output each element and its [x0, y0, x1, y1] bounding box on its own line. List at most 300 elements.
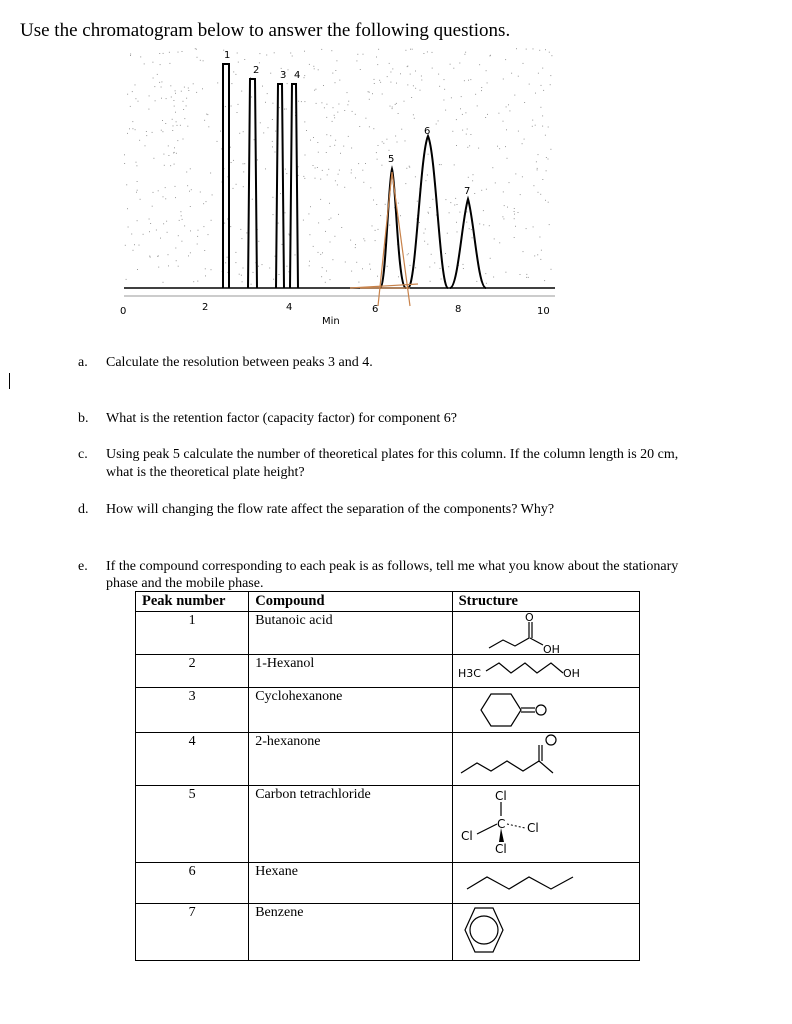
peak-3 [276, 84, 284, 288]
noise-speck [466, 211, 467, 212]
noise-speck [428, 212, 429, 213]
noise-speck [503, 191, 504, 192]
noise-speck [459, 63, 460, 64]
chromatogram-noise [124, 48, 552, 285]
noise-speck [462, 114, 463, 115]
noise-speck [163, 154, 164, 155]
noise-speck [376, 152, 377, 153]
noise-speck [273, 214, 274, 215]
noise-speck [217, 141, 218, 142]
noise-speck [272, 141, 273, 142]
1-hexanol-structure [452, 655, 639, 688]
question-text-line-1: Using peak 5 calculate the number of theoretical plates for this column. If the column length is 20 cm, [106, 447, 679, 462]
noise-speck [316, 103, 317, 104]
noise-speck [405, 50, 406, 51]
noise-speck [355, 114, 356, 115]
noise-speck [182, 219, 183, 220]
noise-speck [487, 114, 488, 115]
peak-number: 1 [136, 612, 249, 655]
noise-speck [136, 162, 137, 163]
noise-speck [236, 184, 237, 185]
noise-speck [153, 192, 154, 193]
noise-speck [135, 129, 136, 130]
noise-speck [231, 83, 232, 84]
noise-speck [357, 54, 358, 55]
noise-speck [508, 104, 509, 105]
noise-speck [309, 261, 310, 262]
noise-speck [407, 84, 408, 85]
noise-speck [337, 184, 338, 185]
noise-speck [227, 257, 228, 258]
noise-speck [460, 108, 461, 109]
noise-speck [124, 154, 125, 155]
noise-speck [174, 164, 175, 165]
noise-speck [522, 143, 523, 144]
noise-speck [262, 264, 263, 265]
noise-speck [178, 235, 179, 236]
noise-speck [359, 126, 360, 127]
noise-speck [534, 255, 535, 256]
compound-name: Benzene [249, 904, 452, 961]
noise-speck [537, 254, 538, 255]
noise-speck [145, 145, 146, 146]
noise-speck [170, 165, 171, 166]
noise-speck [427, 51, 428, 52]
noise-speck [436, 124, 437, 125]
noise-speck [365, 118, 366, 119]
noise-speck [305, 155, 306, 156]
noise-speck [374, 83, 375, 84]
noise-speck [412, 49, 413, 50]
question-text-line-1: If the compound corresponding to each peak is as follows, tell me what you know about the stationary [106, 559, 679, 574]
noise-speck [438, 120, 439, 121]
noise-speck [542, 126, 543, 127]
noise-speck [472, 237, 473, 238]
noise-speck [318, 69, 319, 70]
noise-speck [360, 69, 361, 70]
noise-speck [173, 100, 174, 101]
noise-speck [465, 52, 466, 53]
noise-speck [162, 120, 163, 121]
compound-name: Carbon tetrachloride [249, 786, 452, 863]
noise-speck [396, 103, 397, 104]
noise-speck [205, 268, 206, 269]
x-tick-0: 0 [120, 306, 127, 317]
noise-speck [352, 111, 353, 112]
noise-speck [304, 51, 305, 52]
noise-speck [514, 237, 515, 238]
noise-speck [332, 259, 333, 260]
noise-speck [434, 262, 435, 263]
noise-speck [208, 234, 209, 235]
noise-speck [452, 131, 453, 132]
noise-speck [243, 163, 244, 164]
noise-speck [538, 192, 539, 193]
noise-speck [298, 101, 299, 102]
noise-speck [486, 70, 487, 71]
noise-speck [447, 233, 448, 234]
noise-speck [445, 253, 446, 254]
atom-cl-left: Cl [460, 829, 473, 843]
noise-speck [524, 102, 525, 103]
noise-speck [313, 165, 314, 166]
noise-speck [143, 234, 144, 235]
noise-speck [341, 227, 342, 228]
noise-speck [369, 92, 370, 93]
noise-speck [444, 79, 445, 80]
noise-speck [152, 132, 153, 133]
noise-speck [269, 268, 270, 269]
noise-speck [514, 211, 515, 212]
noise-speck [171, 97, 172, 98]
noise-speck [125, 245, 126, 246]
noise-speck [358, 163, 359, 164]
noise-speck [174, 106, 175, 107]
noise-speck [329, 219, 330, 220]
noise-speck [538, 73, 539, 74]
atom-cl-top: Cl [494, 789, 507, 803]
noise-speck [355, 177, 356, 178]
noise-speck [260, 122, 261, 123]
noise-speck [241, 238, 242, 239]
noise-speck [265, 102, 266, 103]
noise-speck [495, 182, 496, 183]
noise-speck [486, 283, 487, 284]
noise-speck [317, 167, 318, 168]
peak-label-6: 6 [424, 126, 431, 137]
noise-speck [308, 213, 309, 214]
noise-speck [161, 130, 162, 131]
noise-speck [526, 274, 527, 275]
noise-speck [499, 148, 500, 149]
noise-speck [166, 98, 167, 99]
noise-speck [246, 232, 247, 233]
noise-speck [338, 214, 339, 215]
cyclohexanone-structure [452, 688, 639, 733]
noise-speck [251, 284, 252, 285]
compound-name: Cyclohexanone [249, 688, 452, 733]
noise-speck [304, 77, 305, 78]
noise-speck [404, 101, 405, 102]
noise-speck [377, 159, 378, 160]
atom-cl-bottom: Cl [494, 842, 507, 856]
noise-speck [546, 157, 547, 158]
noise-speck [549, 224, 550, 225]
noise-speck [395, 136, 396, 137]
noise-speck [272, 103, 273, 104]
noise-speck [225, 262, 226, 263]
noise-speck [511, 73, 512, 74]
noise-speck [535, 93, 536, 94]
noise-speck [139, 245, 140, 246]
noise-speck [195, 48, 196, 49]
noise-speck [411, 97, 412, 98]
noise-speck [448, 266, 449, 267]
noise-speck [378, 49, 379, 50]
noise-speck [450, 64, 451, 65]
noise-speck [375, 230, 376, 231]
noise-speck [503, 218, 504, 219]
peak-label-3: 3 [280, 70, 287, 81]
noise-speck [485, 117, 486, 118]
noise-speck [548, 202, 549, 203]
noise-speck [390, 72, 391, 73]
noise-speck [398, 113, 399, 114]
noise-speck [540, 107, 541, 108]
noise-speck [461, 96, 462, 97]
noise-speck [317, 142, 318, 143]
noise-speck [396, 83, 397, 84]
noise-speck [468, 177, 469, 178]
noise-speck [470, 79, 471, 80]
noise-speck [190, 230, 191, 231]
noise-speck [159, 53, 160, 54]
noise-speck [432, 52, 433, 53]
noise-speck [400, 215, 401, 216]
noise-speck [187, 126, 188, 127]
noise-speck [240, 229, 241, 230]
noise-speck [181, 91, 182, 92]
noise-speck [390, 106, 391, 107]
question-label: d. [78, 502, 89, 517]
noise-speck [335, 70, 336, 71]
noise-speck [520, 274, 521, 275]
noise-speck [313, 137, 314, 138]
noise-speck [138, 101, 139, 102]
noise-speck [441, 279, 442, 280]
noise-speck [378, 229, 379, 230]
noise-speck [373, 128, 374, 129]
atom-h3c: H3C [457, 667, 481, 680]
noise-speck [329, 203, 330, 204]
noise-speck [467, 129, 468, 130]
noise-speck [364, 240, 365, 241]
noise-speck [407, 66, 408, 67]
noise-speck [370, 269, 371, 270]
noise-speck [439, 86, 440, 87]
noise-speck [489, 55, 490, 56]
noise-speck [498, 113, 499, 114]
table-row [136, 612, 640, 655]
noise-speck [197, 281, 198, 282]
noise-speck [274, 52, 275, 53]
noise-speck [174, 152, 175, 153]
noise-speck [200, 192, 201, 193]
noise-speck [348, 101, 349, 102]
noise-speck [243, 268, 244, 269]
noise-speck [309, 64, 310, 65]
noise-speck [487, 82, 488, 83]
noise-speck [432, 199, 433, 200]
noise-speck [193, 83, 194, 84]
noise-speck [217, 82, 218, 83]
noise-speck [410, 265, 411, 266]
noise-speck [286, 109, 287, 110]
noise-speck [356, 60, 357, 61]
noise-speck [514, 95, 515, 96]
noise-speck [235, 252, 236, 253]
noise-speck [490, 258, 491, 259]
noise-speck [453, 68, 454, 69]
noise-speck [188, 88, 189, 89]
noise-speck [551, 55, 552, 56]
peak-number: 2 [136, 655, 249, 688]
peak-label-5: 5 [388, 154, 395, 165]
noise-speck [410, 74, 411, 75]
question-a [78, 354, 778, 374]
noise-speck [146, 131, 147, 132]
x-tick-8: 8 [455, 304, 462, 315]
noise-speck [397, 142, 398, 143]
noise-speck [180, 125, 181, 126]
noise-speck [327, 174, 328, 175]
noise-speck [524, 139, 525, 140]
noise-speck [262, 86, 263, 87]
noise-speck [429, 267, 430, 268]
noise-speck [382, 141, 383, 142]
noise-speck [241, 91, 242, 92]
noise-speck [445, 199, 446, 200]
noise-speck [515, 173, 516, 174]
noise-speck [545, 49, 546, 50]
noise-speck [157, 256, 158, 257]
noise-speck [542, 115, 543, 116]
noise-speck [181, 241, 182, 242]
noise-speck [257, 159, 258, 160]
noise-speck [206, 201, 207, 202]
noise-speck [370, 187, 371, 188]
noise-speck [241, 275, 242, 276]
noise-speck [472, 180, 473, 181]
noise-speck [163, 196, 164, 197]
noise-speck [376, 57, 377, 58]
noise-speck [478, 148, 479, 149]
noise-speck [253, 272, 254, 273]
noise-speck [540, 259, 541, 260]
table-header-row [136, 592, 640, 612]
noise-speck [165, 187, 166, 188]
noise-speck [315, 178, 316, 179]
noise-speck [533, 48, 534, 49]
noise-speck [139, 140, 140, 141]
noise-speck [389, 63, 390, 64]
noise-speck [286, 173, 287, 174]
noise-speck [288, 69, 289, 70]
noise-speck [386, 139, 387, 140]
noise-speck [131, 234, 132, 235]
noise-speck [332, 73, 333, 74]
noise-speck [168, 155, 169, 156]
noise-speck [135, 84, 136, 85]
noise-speck [376, 204, 377, 205]
noise-speck [258, 266, 259, 267]
noise-speck [184, 118, 185, 119]
noise-speck [130, 106, 131, 107]
noise-speck [539, 237, 540, 238]
noise-speck [288, 234, 289, 235]
noise-speck [295, 254, 296, 255]
noise-speck [515, 226, 516, 227]
noise-speck [127, 208, 128, 209]
compound-table [135, 591, 640, 961]
noise-speck [456, 222, 457, 223]
noise-speck [392, 108, 393, 109]
noise-speck [330, 135, 331, 136]
noise-speck [153, 78, 154, 79]
noise-speck [163, 53, 164, 54]
noise-speck [417, 201, 418, 202]
noise-speck [149, 95, 150, 96]
noise-speck [347, 104, 348, 105]
noise-speck [518, 212, 519, 213]
noise-speck [330, 146, 331, 147]
noise-speck [156, 230, 157, 231]
noise-speck [186, 172, 187, 173]
noise-speck [334, 236, 335, 237]
noise-speck [380, 82, 381, 83]
noise-speck [203, 203, 204, 204]
peak-label-2: 2 [253, 65, 260, 76]
noise-speck [409, 167, 410, 168]
noise-speck [410, 49, 411, 50]
noise-speck [340, 153, 341, 154]
noise-speck [428, 213, 429, 214]
noise-speck [351, 172, 352, 173]
noise-speck [326, 134, 327, 135]
noise-speck [440, 268, 441, 269]
noise-speck [378, 145, 379, 146]
noise-speck [321, 102, 322, 103]
noise-speck [175, 112, 176, 113]
noise-speck [304, 178, 305, 179]
noise-speck [135, 98, 136, 99]
noise-speck [526, 228, 527, 229]
noise-speck [263, 132, 264, 133]
noise-speck [548, 159, 549, 160]
noise-speck [390, 82, 391, 83]
noise-speck [363, 238, 364, 239]
noise-speck [415, 88, 416, 89]
noise-speck [272, 146, 273, 147]
noise-speck [204, 250, 205, 251]
noise-speck [424, 241, 425, 242]
noise-speck [347, 92, 348, 93]
noise-speck [355, 244, 356, 245]
noise-speck [355, 247, 356, 248]
noise-speck [467, 147, 468, 148]
noise-speck [180, 211, 181, 212]
noise-speck [372, 93, 373, 94]
noise-speck [451, 97, 452, 98]
peak-number: 5 [136, 786, 249, 863]
noise-speck [304, 121, 305, 122]
noise-speck [457, 231, 458, 232]
noise-speck [383, 143, 384, 144]
noise-speck [325, 231, 326, 232]
noise-speck [281, 68, 282, 69]
table-row [136, 655, 640, 688]
noise-speck [374, 79, 375, 80]
noise-speck [244, 163, 245, 164]
noise-speck [166, 221, 167, 222]
noise-speck [338, 104, 339, 105]
peak-number: 6 [136, 863, 249, 904]
x-tick-2: 2 [202, 302, 209, 313]
noise-speck [164, 165, 165, 166]
noise-speck [137, 269, 138, 270]
noise-speck [518, 131, 519, 132]
noise-speck [301, 101, 302, 102]
